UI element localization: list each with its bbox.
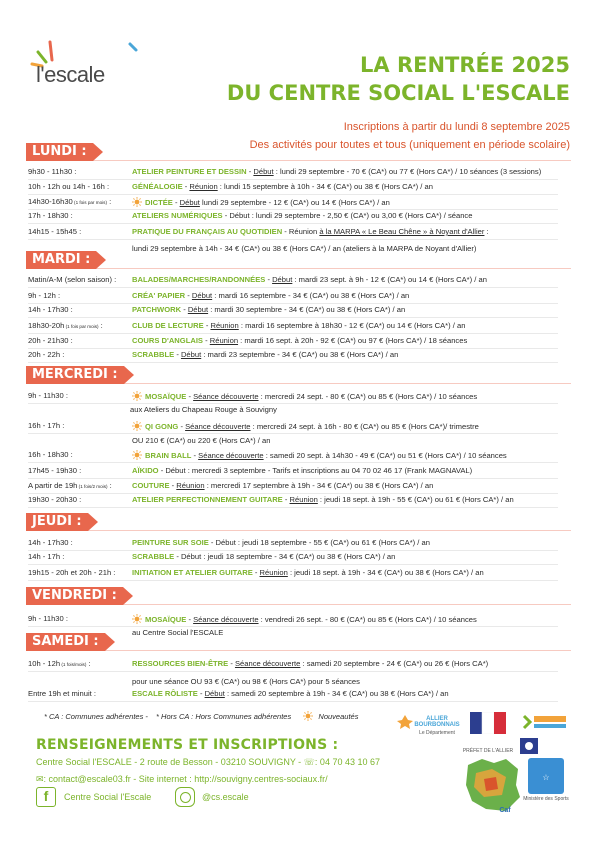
day-header-mardi: MARDI :: [26, 251, 96, 269]
page-title-line-2: DU CENTRE SOCIAL L'ESCALE: [226, 81, 570, 105]
day-header-jeudi: JEUDI :: [26, 513, 88, 531]
day-header-lundi: LUNDI :: [26, 143, 93, 161]
activity-description: ATELIER PEINTURE ET DESSIN - Début : lundi 29 septembre - 70 € (CA*) ou 77 € (Hors CA*) / 10 séances (3 sessions): [132, 167, 542, 176]
svg-text:☆: ☆: [542, 773, 550, 782]
divider: [26, 268, 571, 269]
activity-description: MOSAÏQUE - Séance découverte : vendredi 26 sept. - 80 € (CA*) ou 85 € (Hors CA*) / 10 séances: [132, 614, 477, 625]
activity-link-text: Début: [179, 198, 200, 207]
activity-name: ATELIERS NUMÉRIQUES: [132, 211, 223, 220]
activity-time: 18h30-20h (1 fois par mois) :: [28, 321, 103, 330]
divider: [26, 530, 571, 531]
qigong-continuation: OU 210 € (CA*) ou 220 € (Hors CA*) / an: [132, 436, 271, 445]
partner-prefet: PRÉFET DE L'ALLIER: [462, 748, 514, 754]
activity-description: COUTURE - Réunion : mercredi 17 septembre à 19h - 34 € (CA*) ou 38 € (Hors CA*) / an: [132, 481, 434, 490]
row-separator: [28, 671, 558, 672]
instagram-icon[interactable]: [175, 787, 195, 807]
activity-description: SCRABBLE - Début : mardi 23 septembre - 34 € (CA*) ou 38 € (Hors CA*) / an: [132, 350, 399, 359]
allier-bourbonnais-logo-icon: [520, 712, 570, 736]
activity-link-text: Réunion: [289, 495, 318, 504]
row-separator: [28, 550, 558, 551]
row-separator: [28, 564, 558, 565]
activity-link-text: Début: [204, 689, 225, 698]
activity-description: SCRABBLE - Début : jeudi 18 septembre - 34 € (CA*) ou 38 € (Hors CA*) / an: [132, 552, 396, 561]
activity-time: 9h - 12h :: [28, 291, 61, 300]
row-separator: [28, 317, 558, 318]
activity-description: ESCALE RÔLISTE - Début : samedi 20 septembre à 19h - 34 € (CA*) ou 38 € (Hors CA*) / an: [132, 689, 449, 698]
activity-name: ESCALE RÔLISTE: [132, 689, 198, 698]
divider: [26, 383, 571, 384]
activity-description: ATELIER PERFECTIONNEMENT GUITARE - Réunion : jeudi 18 sept. à 19h - 55 € (CA*) ou 61 € (Hors CA*) / an: [132, 495, 514, 504]
divider: [26, 650, 571, 651]
activity-link-text: Réunion: [176, 481, 205, 490]
activity-name: PEINTURE SUR SOIE: [132, 538, 209, 547]
logo-text: l'escale: [36, 62, 105, 87]
activity-name: BRAIN BALL: [145, 451, 192, 460]
activity-name: PRATIQUE DU FRANÇAIS AU QUOTIDIEN: [132, 227, 283, 236]
activity-time: 14h - 17h :: [28, 552, 65, 561]
activity-link-text: Séance découverte: [234, 659, 301, 668]
activity-description: BALADES/MARCHES/RANDONNÉES - Début : mardi 23 sept. à 9h - 12 € (CA*) ou 14 € (Hors CA*) / an: [132, 275, 487, 284]
activity-description: COURS D'ANGLAIS - Réunion : mardi 16 sept. à 20h - 92 € (CA*) ou 97 € (Hors CA*) / 18 séances: [132, 336, 468, 345]
partner-caf: Caf: [499, 807, 511, 814]
row-separator: [28, 478, 558, 479]
activity-link-text: Début: [187, 305, 209, 314]
activity-link-text: Réunion: [189, 182, 218, 191]
activity-time: 14h30-16h30 (1 fois par mois) :: [28, 197, 112, 206]
activity-time: 19h15 - 20h et 20h - 21h :: [28, 568, 116, 577]
activity-link-text: Réunion: [259, 568, 288, 577]
activity-link-text: Séance découverte: [198, 451, 264, 460]
activity-link-text: Début: [253, 167, 274, 176]
activity-time: 20h - 21h30 :: [28, 336, 73, 345]
activity-time: 17h - 18h30 :: [28, 211, 73, 220]
activity-description: RESSOURCES BIEN-ÊTRE - Séance découverte : samedi 20 septembre - 24 € (CA*) ou 26 € (Hors CA*): [132, 659, 489, 668]
activity-time: 14h - 17h30 :: [28, 305, 73, 314]
activity-description: PRATIQUE DU FRANÇAIS AU QUOTIDIEN - Réunion à la MARPA « Le Beau Chêne » à Noyant d'Allier :: [132, 227, 489, 236]
instagram-link[interactable]: @cs.escale: [202, 792, 249, 802]
activity-name: ATELIER PEINTURE ET DESSIN: [132, 167, 247, 176]
activity-time: 10h - 12h (1 fois/mois) :: [28, 659, 91, 668]
info-contact[interactable]: ✉: contact@escale03.fr - Site internet : http://souvigny.centres-sociaux.fr/: [36, 774, 328, 784]
info-address: Centre Social l'ESCALE - 2 route de Besson - 03210 SOUVIGNY - ☏: 04 70 43 10 67: [36, 757, 380, 767]
day-header-mercredi: MERCREDI :: [26, 366, 124, 384]
activity-name: CRÉA' PAPIER: [132, 291, 186, 300]
row-separator: [28, 362, 558, 363]
legend-nouveautes: Nouveautés: [318, 712, 359, 721]
sun-icon: [303, 711, 313, 721]
activity-description: AÏKIDO - Début : mercredi 3 septembre - Tarifs et inscriptions au 04 70 02 46 17 (Frank MAGNAVAL): [132, 466, 473, 475]
activity-time: 9h - 11h30 :: [28, 614, 68, 623]
activity-description: BRAIN BALL - Séance découverte : samedi 20 sept. à 14h30 - 49 € (CA*) ou 51 € (Hors CA*) / 10 séances: [132, 450, 507, 461]
activity-name: AÏKIDO: [132, 466, 159, 475]
activity-description: QI GONG - Séance découverte : mercredi 24 sept. à 16h - 80 € (CA*) ou 85 € (Hors CA*)/ trimestre: [132, 421, 479, 432]
activity-name: INITIATION ET ATELIER GUITARE: [132, 568, 253, 577]
activity-description: PEINTURE SUR SOIE - Début : jeudi 18 septembre - 55 € (CA*) ou 61 € (Hors CA*) / an: [132, 538, 430, 547]
activity-link-text: Réunion: [209, 336, 239, 345]
row-separator: [28, 303, 558, 304]
activity-name: SCRABBLE: [132, 350, 175, 359]
activity-time: 14h - 17h30 :: [28, 538, 73, 547]
activity-time: Entre 19h et minuit :: [28, 689, 96, 698]
legend: [44, 711, 358, 721]
activity-name: GÉNÉALOGIE: [132, 182, 183, 191]
marianne-logo-icon: [470, 712, 506, 734]
info-title: RENSEIGNEMENTS ET INSCRIPTIONS :: [36, 737, 339, 753]
day-header-vendredi: VENDREDI :: [26, 587, 123, 605]
row-separator: [28, 433, 558, 434]
activity-link-text: Début: [180, 350, 202, 359]
activity-time: 10h - 12h ou 14h - 16h :: [28, 182, 110, 191]
divider: [26, 160, 571, 161]
activity-name: PATCHWORK: [132, 305, 182, 314]
activity-name: BALADES/MARCHES/RANDONNÉES: [132, 275, 266, 284]
activity-description: ATELIERS NUMÉRIQUES - Début : lundi 29 septembre - 2,50 € (CA*) ou 3,00 € (Hors CA*) / séance: [132, 211, 473, 220]
activity-time: 20h - 22h :: [28, 350, 65, 359]
subtitle-inscriptions: Inscriptions à partir du lundi 8 septembre 2025: [343, 121, 570, 133]
activity-time: Matin/A-M (selon saison) :: [28, 275, 117, 284]
page-title-line-1: LA RENTRÉE 2025: [360, 53, 570, 77]
activity-link-text: Réunion: [210, 321, 239, 330]
activity-name: CLUB DE LECTURE: [132, 321, 204, 330]
activity-name: MOSAÏQUE: [145, 392, 187, 401]
sun-icon: [132, 614, 142, 624]
row-separator: [28, 223, 558, 224]
samedi-continuation: pour une séance OU 93 € (CA*) ou 98 € (Hors CA*) pour 5 séances: [132, 677, 360, 686]
sun-icon: [132, 421, 142, 431]
activity-time: 16h - 18h30 :: [28, 450, 73, 459]
family-logo-icon: [520, 738, 538, 754]
activity-link-text: Séance découverte: [193, 392, 259, 401]
row-separator: [28, 626, 558, 627]
activity-description: MOSAÏQUE - Séance découverte : mercredi 24 sept. - 80 € (CA*) ou 85 € (Hors CA*) / 10 séances: [132, 391, 477, 402]
activity-link-text: Séance découverte: [193, 615, 259, 624]
activity-time: 9h - 11h30 :: [28, 391, 68, 400]
legend-hors-ca: * Hors CA : Hors Communes adhérentes: [156, 712, 292, 721]
row-separator: [28, 179, 558, 180]
activity-time: 16h - 17h :: [28, 421, 65, 430]
activity-name: RESSOURCES BIEN-ÊTRE: [132, 659, 229, 668]
activity-description: PATCHWORK - Début : mardi 30 septembre - 34 € (CA*) ou 38 € (Hors CA*) / an: [132, 305, 406, 314]
activity-name: MOSAÏQUE: [145, 615, 187, 624]
activity-time: A partir de 19h (1 fois/2 mois) :: [28, 481, 112, 490]
activity-description: INITIATION ET ATELIER GUITARE - Réunion : jeudi 18 sept. à 19h - 34 € (CA*) ou 38 € (Hors CA*) / an: [132, 568, 484, 577]
row-separator: [28, 348, 558, 349]
row-separator: [28, 507, 558, 508]
sun-icon: [132, 450, 142, 460]
activity-time: 17h45 - 19h30 :: [28, 466, 82, 475]
row-separator: [28, 209, 558, 210]
activity-name: COURS D'ANGLAIS: [132, 336, 203, 345]
activity-link-text: Début: [191, 291, 213, 300]
partner-allier: ALLIER BOURBONNAIS: [414, 716, 460, 728]
partner-allier-sub: Le Département: [419, 730, 455, 736]
activity-time: 14h15 - 15h45 :: [28, 227, 82, 236]
row-separator: [28, 462, 558, 463]
row-separator: [28, 287, 558, 288]
allier-map-icon: [462, 755, 522, 815]
mosaique-continuation: aux Ateliers du Chapeau Rouge à Souvigny: [130, 405, 277, 414]
activity-description: CRÉA' PAPIER - Début : mardi 16 septembre - 34 € (CA*) ou 38 € (Hors CA*) / an: [132, 291, 410, 300]
activity-time: 19h30 - 20h30 :: [28, 495, 82, 504]
row-separator: [28, 403, 558, 404]
row-separator: [28, 580, 558, 581]
vendredi-continuation: au Centre Social l'ESCALE: [132, 628, 224, 637]
activity-name: SCRABBLE: [132, 552, 175, 561]
lundi-continuation: lundi 29 septembre à 14h - 34 € (CA*) ou 38 € (Hors CA*) / an (ateliers à la MARPA de Noyant d'Allier): [132, 244, 477, 253]
activity-name: QI GONG: [145, 422, 179, 431]
divider: [26, 604, 571, 605]
activity-description: DICTÉE - Début lundi 29 septembre - 12 € (CA*) ou 14 € (Hors CA*) / an: [132, 197, 390, 208]
row-separator: [28, 701, 558, 702]
activity-time: 9h30 - 11h30 :: [28, 167, 77, 176]
day-header-samedi: SAMEDI :: [26, 633, 105, 651]
subtitle-activites: Des activités pour toutes et tous (uniquement en période scolaire): [249, 139, 570, 151]
sun-icon: [132, 197, 142, 207]
activity-link-text: Séance découverte: [185, 422, 251, 431]
facebook-link[interactable]: Centre Social l'Escale: [64, 792, 152, 802]
activity-name: DICTÉE: [145, 198, 173, 207]
activity-description: GÉNÉALOGIE - Réunion : lundi 15 septembre à 10h - 34 € (CA*) ou 38 € (Hors CA*) / an: [132, 182, 433, 191]
activity-link-text: à la MARPA « Le Beau Chêne » à Noyant d'Allier: [319, 227, 485, 236]
row-separator: [28, 239, 558, 240]
activity-link-text: Début: [272, 275, 293, 284]
partner-sport: Ministère des Sports: [523, 796, 569, 802]
legend-ca: * CA : Communes adhérentes -: [44, 712, 148, 721]
activity-name: COUTURE: [132, 481, 170, 490]
row-separator: [28, 333, 558, 334]
row-separator: [28, 194, 558, 195]
sun-icon: [132, 391, 142, 401]
activity-name: ATELIER PERFECTIONNEMENT GUITARE: [132, 495, 283, 504]
activity-description: CLUB DE LECTURE - Réunion : mardi 16 septembre à 18h30 - 12 € (CA*) ou 14 € (Hors CA*) / an: [132, 321, 466, 330]
facebook-icon[interactable]: f: [36, 787, 56, 807]
row-separator: [28, 493, 558, 494]
sport-logo-icon: [528, 758, 564, 794]
